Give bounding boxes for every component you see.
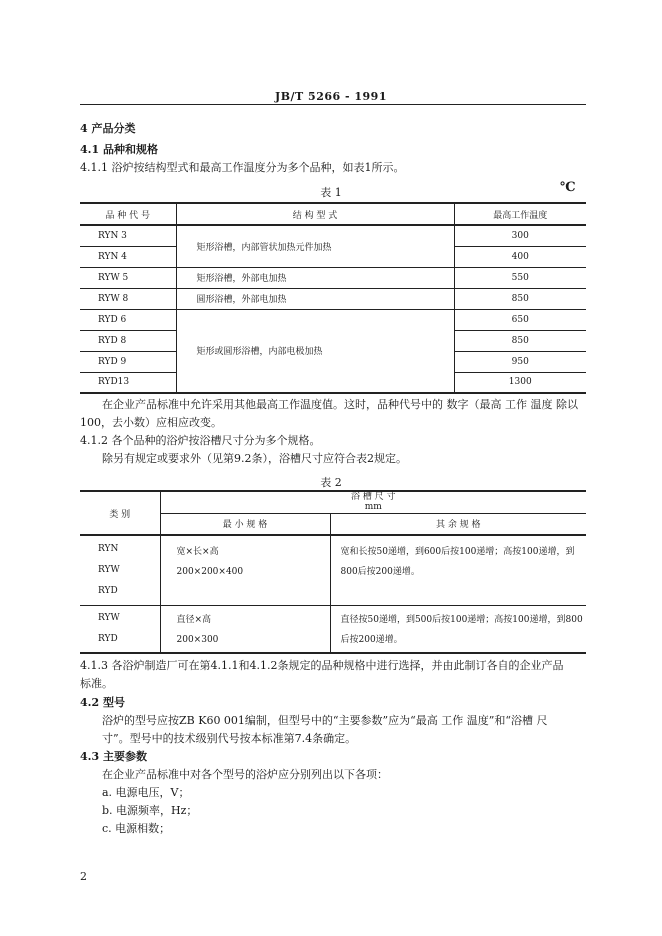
table-1-structure-cell: 圆形浴槽，外部电加热 [176, 288, 454, 309]
table-row: RYW 5 [80, 267, 176, 288]
table-2-caption: 表 2 [320, 476, 342, 489]
table-1-temp-cell: 400 [511, 251, 529, 262]
paragraph-other-temps-1: 在企业产品标准中允许采用其他最高工作温度值。这时，品种代号中的 数字（最高 工作 温度 除以 [102, 398, 578, 411]
table-2-min-value: 200×300 [176, 634, 219, 645]
table-1-temp-cell: 850 [511, 293, 529, 304]
section-4-3-intro: 在企业产品标准中对各个型号的浴炉应分别列出以下各项： [102, 768, 388, 781]
paragraph-other-temps-2: 100，去小数）应相应改变。 [80, 416, 222, 429]
table-2-rest-line: 直径按50递增，到500后按100递增；高按100递增，到800 [340, 614, 583, 625]
table-1-header-structure: 结 构 型 式 [176, 203, 454, 225]
section-4-2-text-2: 寸”。型号中的技术级别代号按本标准第7.4条确定。 [102, 732, 357, 745]
table-2-rest-line: 后按200递增。 [340, 634, 403, 645]
table-2-rest-line: 宽和长按50递增，到600后按100递增；高按100递增，到 [340, 547, 575, 557]
table-1-structure-cell: 矩形浴槽，内部管状加热元件加热 [176, 225, 454, 267]
table-2-category: RYD [98, 633, 118, 644]
table-row: RYD 9 [80, 351, 176, 372]
table-1-temp-cell: 650 [511, 314, 529, 325]
list-item: a. 电源电压，V； [102, 786, 190, 799]
section-4-1-title: 4.1 品种和规格 [80, 143, 158, 156]
page-number: 2 [80, 870, 87, 883]
table-row: RYD 8 [80, 330, 176, 351]
section-4-1-2-text: 4.1.2 各个品种的浴炉按浴槽尺寸分为多个规格。 [80, 434, 321, 447]
table-2-rest-line: 800后按200递增。 [340, 567, 420, 577]
table-2-header-size: 浴 槽 尺 寸 [350, 492, 396, 503]
table-2 [80, 490, 586, 654]
table-1-temp-cell: 550 [511, 272, 529, 283]
table-1-structure-cell: 矩形浴槽，外部电加热 [176, 267, 454, 288]
section-4-2-text-1: 浴炉的型号应按ZB K60 001编制，但型号中的“主要参数”应为“最高 工作 温度”和“浴槽 尺 [102, 714, 548, 727]
table-row: RYN 3 [80, 225, 176, 246]
document-code: JB/T 5266 - 1991 [275, 90, 387, 103]
section-4-1-3-text: 4.1.3 各浴炉制造厂可在第4.1.1和4.1.2条规定的品种规格中进行选择，并由此制订各自的企业产品 [80, 659, 564, 672]
header-rule [80, 104, 586, 105]
list-item: c. 电源相数； [102, 822, 171, 835]
table-1-temp-cell: 1300 [508, 377, 532, 388]
table-2-header-category: 类 别 [80, 491, 160, 535]
table-2-min-value: 200×200×400 [176, 567, 244, 577]
section-4-1-2-text-2: 除另有规定或要求外（见第9.2条），浴槽尺寸应符合表2规定。 [102, 452, 407, 465]
table-row: RYD13 [80, 372, 176, 393]
table-2-header-unit: mm [364, 502, 382, 513]
table-1-temp-cell: 950 [511, 356, 529, 367]
table-2-category: RYW [98, 564, 120, 575]
table-row: RYN 4 [80, 246, 176, 267]
section-4-2-title: 4.2 型号 [80, 696, 125, 709]
section-4-3-title: 4.3 主要参数 [80, 750, 147, 763]
table-row: RYW 8 [80, 288, 176, 309]
table-1-unit: ℃ [560, 180, 576, 195]
table-1-temp-cell: 850 [511, 335, 529, 346]
section-4-title: 4 产品分类 [80, 122, 136, 135]
list-item: b. 电源频率，Hz； [102, 804, 198, 817]
section-4-1-1-text: 4.1.1 浴炉按结构型式和最高工作温度分为多个品种，如表1所示。 [80, 161, 405, 174]
table-1-header-code: 品 种 代 号 [80, 203, 176, 225]
table-2-min-label: 宽×长×高 [176, 547, 219, 557]
table-1-temp-cell: 300 [511, 230, 529, 241]
table-2-header-min: 最 小 规 格 [160, 513, 330, 535]
section-4-1-3-text-2: 标准。 [80, 677, 113, 690]
table-1 [80, 202, 586, 394]
table-1-caption: 表 1 [320, 186, 342, 199]
table-row: RYD 6 [80, 309, 176, 330]
table-2-category: RYN [98, 543, 119, 554]
table-2-min-label: 直径×高 [176, 614, 212, 625]
table-2-category: RYW [98, 612, 120, 623]
table-2-category: RYD [98, 585, 118, 596]
table-1-header-temp: 最高工作温度 [493, 210, 548, 221]
table-2-header-rest: 其 余 规 格 [435, 520, 481, 531]
table-1-structure-cell: 矩形或圆形浴槽，内部电极加热 [176, 309, 454, 393]
